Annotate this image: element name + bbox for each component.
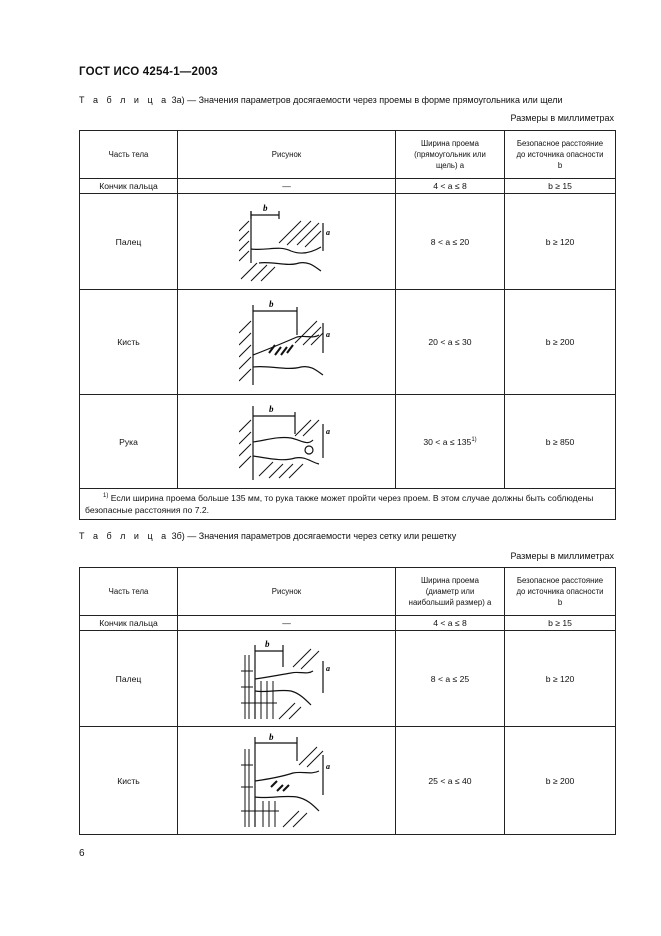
table-a-units: Размеры в миллиметрах — [510, 113, 614, 123]
width-cell: 25 < a ≤ 40 — [396, 727, 505, 835]
header-distance — [505, 568, 616, 616]
table-a-caption-text: 3а) — Значения параметров досягаемости через проемы в форме прямоугольника или щели — [169, 95, 563, 105]
hand-slot-figure — [239, 293, 335, 391]
distance-cell: b ≥ 850 — [505, 395, 616, 489]
table-b-caption-text: 3б) — Значения параметров досягаемости через сетку или решетку — [169, 531, 457, 541]
arm-slot-figure — [239, 400, 335, 484]
header-width-l3: щель) a — [435, 161, 465, 170]
part-cell: Палец — [80, 194, 178, 290]
table-a-caption-prefix: Т а б л и ц а — [79, 95, 170, 105]
width-cell: 4 < a ≤ 8 — [396, 616, 505, 631]
header-width-l1: Ширина проема — [421, 139, 479, 148]
label-b: b — [268, 299, 273, 309]
table-b — [79, 567, 616, 835]
header-picture: Рисунок — [178, 568, 396, 616]
part-cell: Кисть — [80, 290, 178, 395]
width-cell: 20 < a ≤ 30 — [396, 290, 505, 395]
header-picture: Рисунок — [178, 131, 396, 179]
header-dist-l1: Безопасное расстояние — [516, 139, 604, 148]
distance-cell: b ≥ 15 — [505, 179, 616, 194]
width-cell: 8 < a ≤ 25 — [396, 631, 505, 727]
picture-cell — [178, 194, 396, 290]
distance-cell: b ≥ 15 — [505, 616, 616, 631]
table-b-caption-prefix: Т а б л и ц а — [79, 531, 170, 541]
table-row — [80, 727, 616, 835]
document-title: ГОСТ ИСО 4254-1—2003 — [79, 66, 218, 78]
picture-cell — [178, 290, 396, 395]
width-cell: 4 < a ≤ 8 — [396, 179, 505, 194]
part-cell: Рука — [80, 395, 178, 489]
header-dist-l2: до источника опасности — [516, 587, 604, 596]
finger-mesh-figure — [239, 635, 335, 723]
header-dist-l3: b — [557, 598, 563, 607]
label-b: b — [268, 731, 273, 742]
table-row — [80, 631, 616, 727]
width-cell — [396, 395, 505, 489]
header-width-l2: (диаметр или — [425, 587, 475, 596]
label-a: a — [325, 663, 330, 673]
picture-cell: — — [178, 179, 396, 194]
finger-slot-figure — [239, 201, 335, 283]
table-row — [80, 290, 616, 395]
table-a-header-row — [80, 131, 616, 179]
table-row — [80, 179, 616, 194]
distance-cell: b ≥ 120 — [505, 194, 616, 290]
part-cell: Палец — [80, 631, 178, 727]
table-row — [80, 616, 616, 631]
table-a — [79, 130, 616, 520]
header-part: Часть тела — [80, 131, 178, 179]
picture-cell — [178, 631, 396, 727]
label-b: b — [262, 202, 267, 213]
header-dist-l3: b — [557, 161, 563, 170]
width-value: 30 < a ≤ 135 — [423, 436, 472, 447]
label-a: a — [325, 330, 330, 339]
footnote-ref: 1) — [471, 436, 477, 443]
distance-cell: b ≥ 200 — [505, 727, 616, 835]
header-width — [396, 568, 505, 616]
header-width — [396, 131, 505, 179]
page-number: 6 — [79, 848, 85, 859]
header-distance — [505, 131, 616, 179]
picture-cell — [178, 395, 396, 489]
label-b: b — [264, 638, 269, 649]
header-width-l1: Ширина проема — [421, 576, 479, 585]
header-dist-l1: Безопасное расстояние — [516, 576, 604, 585]
table-a-caption — [79, 95, 563, 105]
distance-cell: b ≥ 120 — [505, 631, 616, 727]
label-a: a — [325, 761, 330, 771]
table-row — [80, 395, 616, 489]
part-cell: Кончик пальца — [80, 616, 178, 631]
label-a: a — [325, 227, 330, 237]
part-cell: Кисть — [80, 727, 178, 835]
part-cell: Кончик пальца — [80, 179, 178, 194]
header-width-l3: наибольший размер) a — [408, 598, 492, 607]
label-a: a — [325, 426, 330, 436]
table-b-caption — [79, 531, 456, 541]
header-part: Часть тела — [80, 568, 178, 616]
hand-mesh-figure — [239, 731, 335, 831]
picture-cell — [178, 727, 396, 835]
distance-cell: b ≥ 200 — [505, 290, 616, 395]
label-b: b — [268, 403, 273, 414]
table-b-units: Размеры в миллиметрах — [510, 551, 614, 561]
width-cell: 8 < a ≤ 20 — [396, 194, 505, 290]
footnote-row — [80, 489, 616, 520]
footnote-mark: 1) — [103, 493, 109, 500]
footnote-text: Если ширина проема больше 135 мм, то рука также может пройти через проем. В этом случае должны быть соблюдены безопасные расстояния по 7.2. — [85, 493, 594, 515]
footnote-cell — [80, 489, 616, 520]
table-row — [80, 194, 616, 290]
header-dist-l2: до источника опасности — [516, 150, 604, 159]
header-width-l2: (прямоугольник или — [414, 150, 486, 159]
picture-cell: — — [178, 616, 396, 631]
table-b-header-row — [80, 568, 616, 616]
